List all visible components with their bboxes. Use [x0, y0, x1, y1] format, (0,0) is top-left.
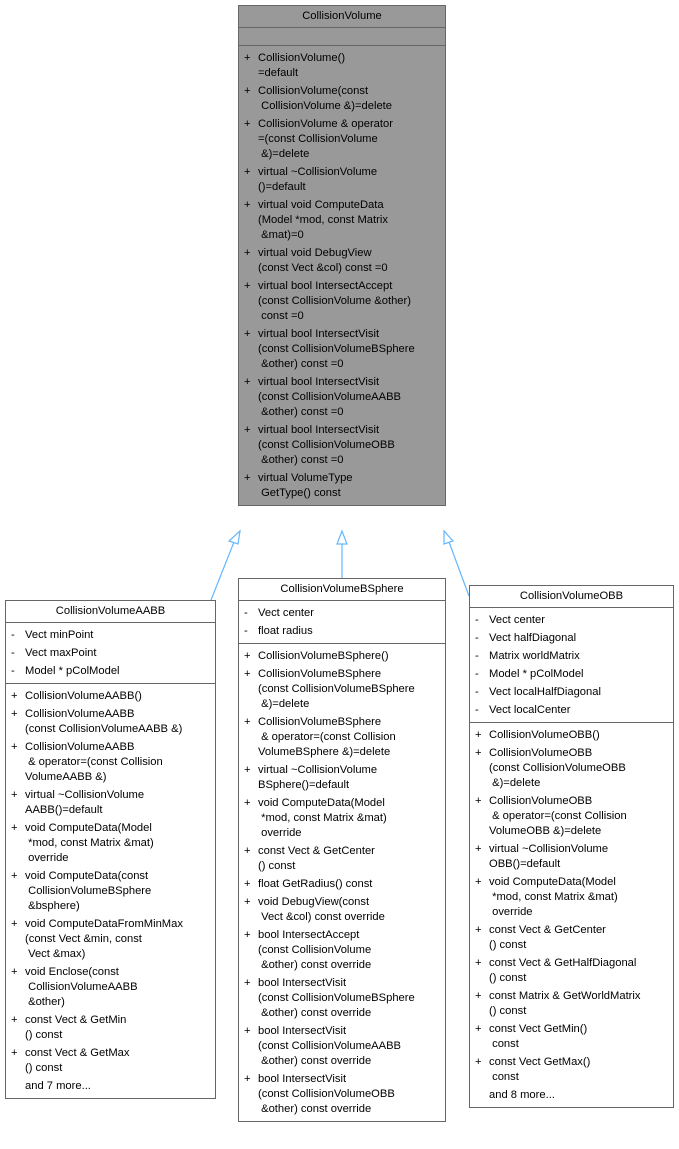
- more-members-link[interactable]: and 7 more...: [25, 1080, 91, 1092]
- visibility-marker: +: [244, 878, 251, 890]
- visibility-marker: -: [11, 647, 15, 659]
- visibility-marker: +: [244, 85, 251, 97]
- visibility-marker: +: [475, 843, 482, 855]
- method-row[interactable]: [239, 1072, 445, 1117]
- visibility-marker: +: [475, 1023, 482, 1035]
- class-title: CollisionVolumeOBB: [470, 586, 673, 608]
- visibility-marker: +: [244, 1073, 251, 1085]
- inheritance-line-obb: [449, 542, 469, 596]
- method-row[interactable]: [239, 763, 445, 793]
- method-row[interactable]: [6, 788, 215, 818]
- attribute-signature: Vect halfDiagonal: [489, 632, 577, 644]
- method-signature: virtual bool IntersectVisit (const CollisionVolumeOBB &other) const =0: [258, 424, 395, 466]
- method-row[interactable]: [470, 956, 673, 986]
- visibility-marker: +: [11, 918, 18, 930]
- class-title: CollisionVolumeAABB: [6, 601, 215, 623]
- visibility-marker: -: [475, 632, 479, 644]
- method-signature: CollisionVolumeAABB(): [25, 690, 142, 702]
- visibility-marker: -: [475, 704, 479, 716]
- method-signature: void ComputeData(Model *mod, const Matrix &mat) override: [25, 822, 154, 864]
- methods-section: [470, 723, 673, 1107]
- visibility-marker: +: [244, 764, 251, 776]
- visibility-marker: +: [244, 247, 251, 259]
- method-signature: const Vect GetMin() const: [489, 1023, 588, 1050]
- attribute-row[interactable]: [470, 703, 673, 718]
- methods-section: [239, 46, 445, 505]
- method-signature: CollisionVolumeBSphere(): [258, 650, 389, 662]
- method-row[interactable]: [239, 976, 445, 1021]
- method-signature: void ComputeData(Model *mod, const Matrix &mat) override: [489, 876, 618, 918]
- attribute-row[interactable]: [470, 667, 673, 682]
- method-row[interactable]: [239, 165, 445, 195]
- attribute-signature: Model * pColModel: [25, 665, 120, 677]
- class-collision-volume[interactable]: [238, 5, 446, 506]
- visibility-marker: -: [244, 607, 248, 619]
- visibility-marker: +: [244, 199, 251, 211]
- method-signature: CollisionVolumeBSphere (const CollisionVolumeBSphere &)=delete: [258, 668, 415, 710]
- attribute-signature: Vect localHalfDiagonal: [489, 686, 601, 698]
- method-signature: void ComputeData(const CollisionVolumeBSphere &bsphere): [25, 870, 152, 912]
- method-signature: virtual ~CollisionVolume ()=default: [258, 166, 378, 193]
- method-signature: const Vect & GetMax () const: [25, 1047, 130, 1074]
- attribute-signature: Vect center: [258, 607, 314, 619]
- method-signature: virtual ~CollisionVolume BSphere()=default: [258, 764, 378, 791]
- attribute-row[interactable]: [470, 685, 673, 700]
- method-signature: virtual void DebugView (const Vect &col) const =0: [258, 247, 388, 274]
- method-row[interactable]: [470, 989, 673, 1019]
- method-signature: void DebugView(const Vect &col) const override: [258, 896, 385, 923]
- attribute-row[interactable]: [239, 606, 445, 621]
- method-row[interactable]: [239, 51, 445, 81]
- method-signature: virtual bool IntersectVisit (const CollisionVolumeAABB &other) const =0: [258, 376, 402, 418]
- visibility-marker: +: [244, 424, 251, 436]
- method-row[interactable]: [239, 375, 445, 420]
- visibility-marker: +: [475, 1056, 482, 1068]
- method-signature: const Vect & GetMin () const: [25, 1014, 127, 1041]
- visibility-marker: +: [11, 1047, 18, 1059]
- method-signature: virtual void ComputeData (Model *mod, const Matrix &mat)=0: [258, 199, 388, 241]
- visibility-marker: +: [475, 990, 482, 1002]
- method-signature: bool IntersectAccept (const CollisionVolume &other) const override: [258, 929, 372, 971]
- attribute-signature: float radius: [258, 625, 313, 637]
- visibility-marker: +: [11, 822, 18, 834]
- visibility-marker: +: [11, 1014, 18, 1026]
- method-row[interactable]: [239, 715, 445, 760]
- class-title: CollisionVolumeBSphere: [239, 579, 445, 601]
- visibility-marker: +: [244, 280, 251, 292]
- method-signature: CollisionVolume(const CollisionVolume &)=delete: [258, 85, 393, 112]
- method-signature: bool IntersectVisit (const CollisionVolumeAABB &other) const override: [258, 1025, 402, 1067]
- method-signature: void ComputeData(Model *mod, const Matrix &mat) override: [258, 797, 387, 839]
- visibility-marker: +: [475, 957, 482, 969]
- visibility-marker: +: [244, 52, 251, 64]
- method-row[interactable]: [239, 246, 445, 276]
- class-collision-volume-aabb[interactable]: [5, 600, 216, 1099]
- visibility-marker: +: [475, 747, 482, 759]
- visibility-marker: +: [475, 729, 482, 741]
- method-signature: float GetRadius() const: [258, 878, 373, 890]
- attribute-signature: Model * pColModel: [489, 668, 584, 680]
- visibility-marker: -: [475, 686, 479, 698]
- attribute-row[interactable]: [6, 628, 215, 643]
- method-row[interactable]: [470, 1022, 673, 1052]
- method-row[interactable]: [470, 842, 673, 872]
- attribute-signature: Vect minPoint: [25, 629, 94, 641]
- method-row[interactable]: [239, 877, 445, 892]
- method-row[interactable]: [6, 1046, 215, 1076]
- method-signature: CollisionVolume() =default: [258, 52, 346, 79]
- method-row[interactable]: [470, 728, 673, 743]
- method-signature: virtual bool IntersectVisit (const CollisionVolumeBSphere &other) const =0: [258, 328, 415, 370]
- method-row[interactable]: [6, 740, 215, 785]
- visibility-marker: +: [244, 929, 251, 941]
- visibility-marker: +: [244, 376, 251, 388]
- method-signature: void ComputeDataFromMinMax (const Vect &min, const Vect &max): [25, 918, 183, 960]
- method-signature: void Enclose(const CollisionVolumeAABB &other): [25, 966, 138, 1008]
- method-row[interactable]: [6, 821, 215, 866]
- method-signature: const Vect & GetCenter () const: [258, 845, 375, 872]
- class-title: CollisionVolume: [239, 6, 445, 28]
- more-members-link[interactable]: and 8 more...: [489, 1089, 555, 1101]
- method-signature: CollisionVolumeOBB (const CollisionVolumeOBB &)=delete: [489, 747, 626, 789]
- attribute-row[interactable]: [6, 664, 215, 679]
- method-row[interactable]: [470, 1055, 673, 1085]
- attributes-section: [239, 28, 445, 46]
- method-signature: const Vect & GetHalfDiagonal () const: [489, 957, 637, 984]
- class-collision-volume-bsphere[interactable]: [238, 578, 446, 1122]
- attribute-signature: Matrix worldMatrix: [489, 650, 580, 662]
- method-signature: const Vect & GetCenter () const: [489, 924, 606, 951]
- visibility-marker: +: [11, 966, 18, 978]
- attribute-signature: Vect localCenter: [489, 704, 571, 716]
- visibility-marker: +: [475, 876, 482, 888]
- visibility-marker: +: [244, 797, 251, 809]
- attribute-row[interactable]: [470, 649, 673, 664]
- method-row[interactable]: [239, 1024, 445, 1069]
- attribute-signature: Vect center: [489, 614, 545, 626]
- method-row[interactable]: [470, 794, 673, 839]
- method-row[interactable]: [239, 327, 445, 372]
- attributes-section: [6, 623, 215, 684]
- inheritance-line-aabb: [211, 542, 234, 600]
- visibility-marker: -: [11, 665, 15, 677]
- visibility-marker: +: [244, 118, 251, 130]
- visibility-marker: +: [244, 650, 251, 662]
- method-row[interactable]: [239, 423, 445, 468]
- visibility-marker: -: [11, 629, 15, 641]
- visibility-marker: +: [475, 924, 482, 936]
- method-row[interactable]: [6, 869, 215, 914]
- inheritance-arrowhead-bsphere: [337, 531, 347, 544]
- method-row[interactable]: [239, 928, 445, 973]
- visibility-marker: +: [244, 977, 251, 989]
- method-signature: virtual bool IntersectAccept (const CollisionVolume &other) const =0: [258, 280, 411, 322]
- attribute-row[interactable]: [6, 646, 215, 661]
- visibility-marker: -: [475, 614, 479, 626]
- methods-section: [6, 684, 215, 1098]
- method-row[interactable]: [6, 917, 215, 962]
- method-signature: virtual ~CollisionVolume OBB()=default: [489, 843, 609, 870]
- visibility-marker: +: [11, 789, 18, 801]
- visibility-marker: +: [244, 668, 251, 680]
- attribute-row[interactable]: [239, 624, 445, 639]
- method-row[interactable]: [6, 707, 215, 737]
- method-row[interactable]: [6, 965, 215, 1010]
- visibility-marker: +: [244, 328, 251, 340]
- method-signature: const Matrix & GetWorldMatrix () const: [489, 990, 641, 1017]
- method-row[interactable]: [239, 279, 445, 324]
- visibility-marker: +: [244, 845, 251, 857]
- method-signature: CollisionVolumeAABB & operator=(const Collision VolumeAABB &): [25, 741, 163, 783]
- method-signature: CollisionVolumeAABB (const CollisionVolumeAABB &): [25, 708, 183, 735]
- method-row[interactable]: [6, 689, 215, 704]
- method-row[interactable]: [239, 796, 445, 841]
- method-row[interactable]: [470, 875, 673, 920]
- method-signature: CollisionVolume & operator =(const CollisionVolume &)=delete: [258, 118, 393, 160]
- method-signature: virtual ~CollisionVolume AABB()=default: [25, 789, 145, 816]
- visibility-marker: +: [11, 741, 18, 753]
- method-signature: CollisionVolumeOBB & operator=(const Collision VolumeOBB &)=delete: [489, 795, 627, 837]
- inheritance-arrowhead-aabb: [229, 531, 240, 544]
- attribute-row[interactable]: [470, 613, 673, 628]
- method-signature: CollisionVolumeBSphere & operator=(const Collision VolumeBSphere &)=delete: [258, 716, 396, 758]
- visibility-marker: -: [475, 668, 479, 680]
- method-row[interactable]: [239, 84, 445, 114]
- class-collision-volume-obb[interactable]: [469, 585, 674, 1108]
- attributes-section: [470, 608, 673, 723]
- method-row[interactable]: [239, 471, 445, 501]
- visibility-marker: -: [475, 650, 479, 662]
- visibility-marker: +: [244, 166, 251, 178]
- method-signature: bool IntersectVisit (const CollisionVolumeOBB &other) const override: [258, 1073, 395, 1115]
- method-row[interactable]: [6, 1013, 215, 1043]
- inheritance-arrowhead-obb: [444, 531, 453, 544]
- visibility-marker: -: [244, 625, 248, 637]
- method-row[interactable]: [239, 649, 445, 664]
- visibility-marker: +: [475, 795, 482, 807]
- method-signature: const Vect GetMax() const: [489, 1056, 591, 1083]
- method-row[interactable]: [239, 844, 445, 874]
- methods-section: [239, 644, 445, 1121]
- method-row[interactable]: [239, 667, 445, 712]
- visibility-marker: +: [244, 896, 251, 908]
- method-signature: CollisionVolumeOBB(): [489, 729, 600, 741]
- attribute-row[interactable]: [470, 631, 673, 646]
- method-row[interactable]: [470, 923, 673, 953]
- method-signature: virtual VolumeType GetType() const: [258, 472, 353, 499]
- visibility-marker: +: [244, 716, 251, 728]
- visibility-marker: +: [11, 708, 18, 720]
- visibility-marker: +: [11, 870, 18, 882]
- visibility-marker: +: [244, 1025, 251, 1037]
- method-row[interactable]: [239, 117, 445, 162]
- visibility-marker: +: [11, 690, 18, 702]
- visibility-marker: +: [244, 472, 251, 484]
- attribute-signature: Vect maxPoint: [25, 647, 97, 659]
- method-row[interactable]: [470, 746, 673, 791]
- method-row[interactable]: [239, 895, 445, 925]
- attributes-section: [239, 601, 445, 644]
- method-signature: bool IntersectVisit (const CollisionVolumeBSphere &other) const override: [258, 977, 415, 1019]
- method-row[interactable]: [239, 198, 445, 243]
